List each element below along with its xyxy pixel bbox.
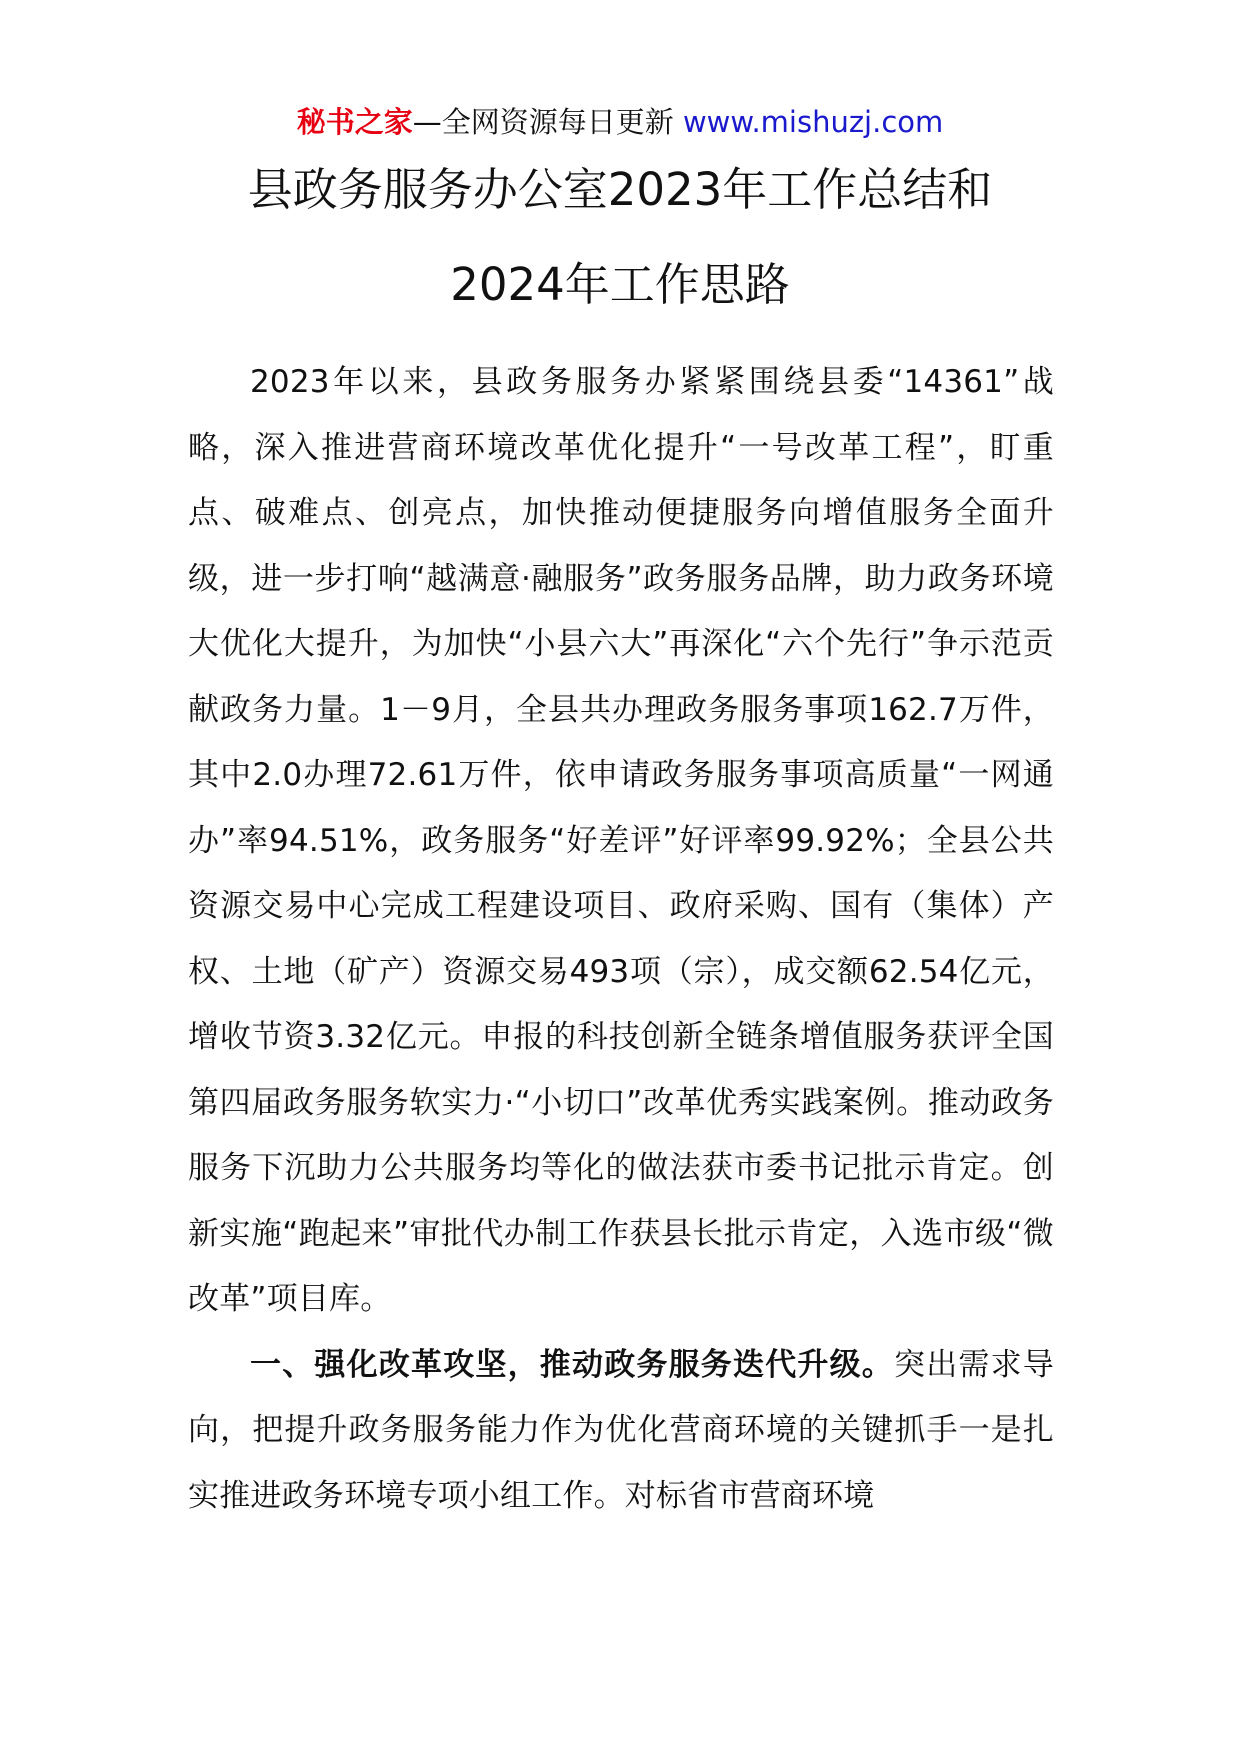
document-title-line-2: 2024年工作思路 <box>450 258 790 311</box>
body-paragraph-section-1 <box>188 1333 1054 1530</box>
section-text: 突出需求导向，把提升政务服务能力作为优化营商环境的关键抓手一是扎实推进政务环境专项小组工作。对标省市营商环境 <box>188 1346 1054 1514</box>
body-paragraph-intro: 2023年以来，县政务服务办紧紧围绕县委“14361”战略，深入推进营商环境改革优化提升“一号改革工程”，盯重点、破难点、创亮点，加快推动便捷服务向增值服务全面升级，进一步打响“越满意·融服务”政务服务品牌，助力政务环境大优化大提升，为加快“小县六大”再深化“六个先行”争示范贡献政务力量。1－9月，全县共办理政务服务事项162.7万件，其中2.0办理72.61万件，依申请政务服务事项高质量“一网通办”率94.51%，政务服务“好差评”好评率99.92%；全县公共资源交易中心完成工程建设项目、政府采购、国有（集体）产权、土地（矿产）资源交易493项（宗），成交额62.54亿元，增收节资3.32亿元。申报的科技创新全链条增值服务获评全国第四届政务服务软实力·“小切口”改革优秀实践案例。推动政务服务下沉助力公共服务均等化的做法获市委书记批示肯定。创新实施“跑起来”审批代办制工作获县长批示肯定，入选市级“微改革”项目库。 <box>188 364 1054 1317</box>
document-title-line-1: 县政务服务办公室2023年工作总结和 <box>247 163 993 216</box>
section-heading: 一、强化改革攻坚，推动政务服务迭代升级。 <box>250 1346 894 1383</box>
site-header <box>0 100 1240 144</box>
document-body <box>188 350 1054 1529</box>
brand-link[interactable]: 秘书之家 <box>296 105 413 139</box>
header-tagline: —全网资源每日更新 <box>412 105 674 139</box>
site-url-link[interactable]: www.mishuzj.com <box>682 105 944 139</box>
